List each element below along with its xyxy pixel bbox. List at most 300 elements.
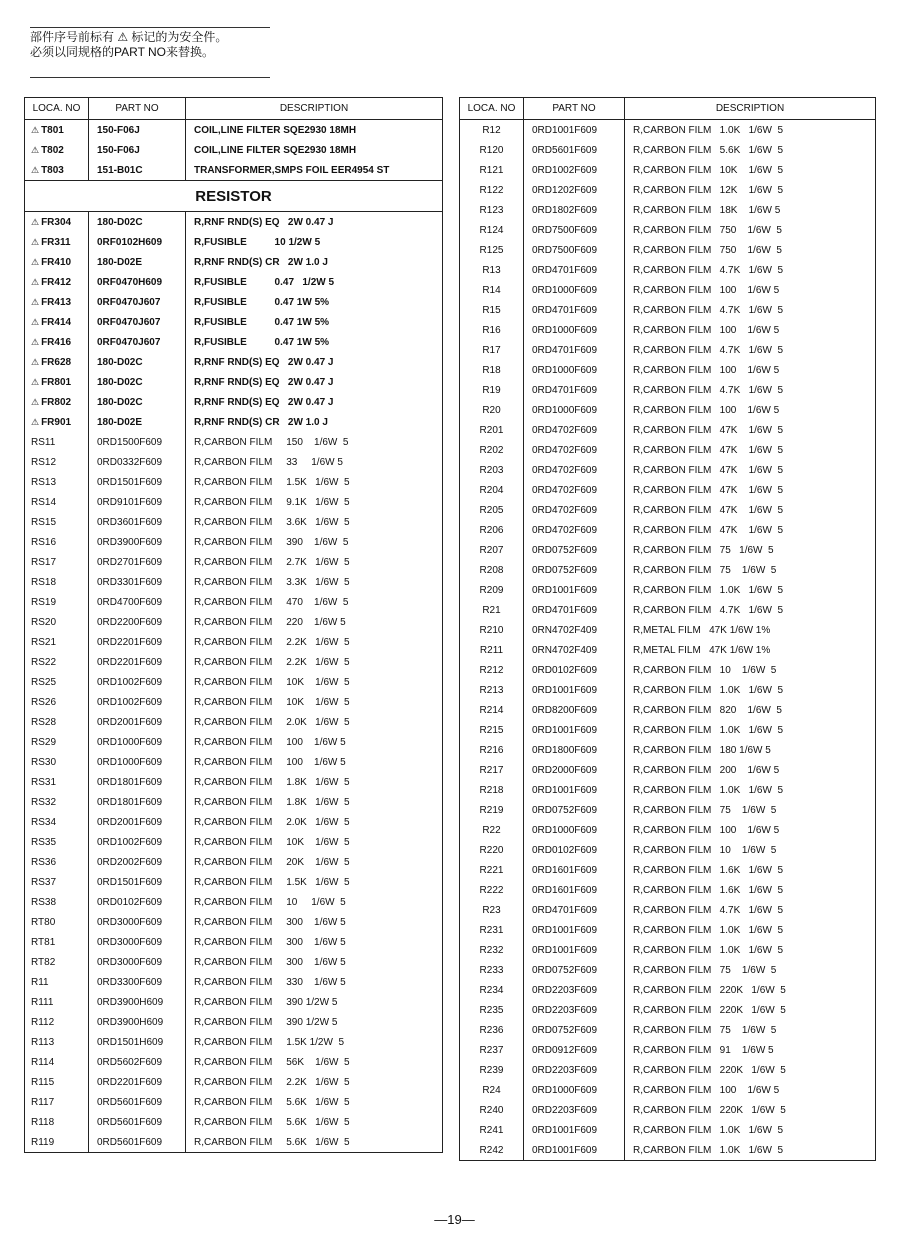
loca-no-cell bbox=[460, 1000, 524, 1020]
part-no-cell: 0RD9101F609 bbox=[89, 492, 186, 512]
part-no-cell: 180-D02C bbox=[89, 372, 186, 392]
table-row bbox=[460, 200, 876, 220]
part-no-cell: 0RD1802F609 bbox=[524, 200, 625, 220]
part-no-cell: 0RD1801F609 bbox=[89, 792, 186, 812]
part-no-cell: 0RD2203F609 bbox=[524, 1100, 625, 1120]
loca-no-cell bbox=[460, 640, 524, 660]
description-cell: R,CARBON FILM 100 1/6W 5 bbox=[625, 820, 876, 840]
part-no-cell: 0RD2200F609 bbox=[89, 612, 186, 632]
loca-no-cell bbox=[25, 292, 89, 312]
loca-no-cell bbox=[460, 340, 524, 360]
loca-no-text: R16 bbox=[482, 324, 501, 336]
description-cell: R,CARBON FILM 150 1/6W 5 bbox=[186, 432, 443, 452]
loca-no-text: R234 bbox=[479, 984, 504, 996]
table-row bbox=[460, 520, 876, 540]
table-row bbox=[25, 752, 443, 772]
description-cell: TRANSFORMER,SMPS FOIL EER4954 ST bbox=[186, 160, 443, 181]
description-cell: R,CARBON FILM 47K 1/6W 5 bbox=[625, 500, 876, 520]
loca-no-text: R207 bbox=[479, 544, 504, 556]
table-row bbox=[460, 1020, 876, 1040]
part-no-cell: 0RD2201F609 bbox=[89, 632, 186, 652]
loca-no-text: R236 bbox=[479, 1024, 504, 1036]
loca-no-text: RT82 bbox=[31, 956, 56, 968]
part-no-cell: 0RD5601F609 bbox=[89, 1112, 186, 1132]
description-cell: R,CARBON FILM 4.7K 1/6W 5 bbox=[625, 260, 876, 280]
description-cell: R,CARBON FILM 75 1/6W 5 bbox=[625, 800, 876, 820]
loca-no-text: R123 bbox=[479, 204, 504, 216]
part-no-cell: 0RD4701F609 bbox=[524, 340, 625, 360]
table-row bbox=[25, 272, 443, 292]
part-no-cell: 0RD1501F609 bbox=[89, 872, 186, 892]
table-row bbox=[460, 1140, 876, 1161]
description-cell: R,FUSIBLE 10 1/2W 5 bbox=[186, 232, 443, 252]
description-cell: R,CARBON FILM 4.7K 1/6W 5 bbox=[625, 380, 876, 400]
loca-no-text: R11 bbox=[31, 976, 49, 988]
loca-no-cell bbox=[460, 200, 524, 220]
description-cell: R,CARBON FILM 220K 1/6W 5 bbox=[625, 1000, 876, 1020]
table-row bbox=[25, 1132, 443, 1153]
loca-no-text: RS30 bbox=[31, 756, 57, 768]
loca-no-cell bbox=[460, 600, 524, 620]
loca-no-text: R112 bbox=[31, 1016, 55, 1028]
safety-warning-icon: ⚠ bbox=[31, 416, 40, 427]
part-no-cell: 0RD4702F609 bbox=[524, 460, 625, 480]
table-row bbox=[25, 712, 443, 732]
description-cell: R,FUSIBLE 0.47 1W 5% bbox=[186, 312, 443, 332]
loca-no-text: R18 bbox=[482, 364, 501, 376]
table-row bbox=[25, 292, 443, 312]
table-row bbox=[460, 1120, 876, 1140]
header-description: DESCRIPTION bbox=[625, 98, 876, 120]
loca-no-text: FR412 bbox=[41, 276, 72, 288]
loca-no-cell bbox=[460, 1040, 524, 1060]
part-no-cell: 0RD1002F609 bbox=[524, 160, 625, 180]
loca-no-cell bbox=[25, 872, 89, 892]
description-cell: R,CARBON FILM 2.0K 1/6W 5 bbox=[186, 712, 443, 732]
table-row bbox=[460, 480, 876, 500]
part-no-cell: 0RD1001F609 bbox=[524, 780, 625, 800]
description-cell: R,CARBON FILM 330 1/6W 5 bbox=[186, 972, 443, 992]
part-no-cell: 0RD1601F609 bbox=[524, 880, 625, 900]
table-row bbox=[460, 580, 876, 600]
loca-no-text: R213 bbox=[479, 684, 504, 696]
description-cell: R,CARBON FILM 1.0K 1/6W 5 bbox=[625, 940, 876, 960]
table-row bbox=[25, 512, 443, 532]
table-row bbox=[25, 1092, 443, 1112]
description-cell: R,FUSIBLE 0.47 1/2W 5 bbox=[186, 272, 443, 292]
loca-no-cell bbox=[25, 792, 89, 812]
table-row bbox=[25, 1112, 443, 1132]
loca-no-cell bbox=[25, 932, 89, 952]
loca-no-cell bbox=[460, 120, 524, 141]
loca-no-text: R214 bbox=[479, 704, 504, 716]
note-bottom-rule bbox=[30, 77, 270, 78]
loca-no-cell bbox=[460, 140, 524, 160]
table-row bbox=[460, 340, 876, 360]
description-cell: R,CARBON FILM 47K 1/6W 5 bbox=[625, 460, 876, 480]
part-no-cell: 0RD4702F609 bbox=[524, 520, 625, 540]
part-no-cell: 0RD5601F609 bbox=[89, 1132, 186, 1153]
description-cell: R,CARBON FILM 1.8K 1/6W 5 bbox=[186, 792, 443, 812]
description-cell: R,CARBON FILM 220 1/6W 5 bbox=[186, 612, 443, 632]
part-no-cell: 180-D02C bbox=[89, 392, 186, 412]
table-row bbox=[25, 432, 443, 452]
loca-no-text: R220 bbox=[479, 844, 504, 856]
description-cell: R,CARBON FILM 47K 1/6W 5 bbox=[625, 520, 876, 540]
part-no-cell: 0RD5601F609 bbox=[89, 1092, 186, 1112]
loca-no-cell bbox=[460, 360, 524, 380]
loca-no-cell bbox=[460, 760, 524, 780]
loca-no-cell bbox=[25, 652, 89, 672]
loca-no-text: RS16 bbox=[31, 536, 57, 548]
loca-no-cell bbox=[25, 272, 89, 292]
part-no-cell: 0RD0102F609 bbox=[89, 892, 186, 912]
loca-no-cell bbox=[25, 912, 89, 932]
loca-no-text: FR304 bbox=[41, 216, 72, 228]
part-no-cell: 0RD3900F609 bbox=[89, 532, 186, 552]
table-row bbox=[25, 332, 443, 352]
description-cell: R,CARBON FILM 5.6K 1/6W 5 bbox=[186, 1132, 443, 1153]
loca-no-cell bbox=[25, 732, 89, 752]
part-no-cell: 0RD1501H609 bbox=[89, 1032, 186, 1052]
table-row bbox=[460, 960, 876, 980]
loca-no-text: R221 bbox=[479, 864, 504, 876]
loca-no-cell bbox=[25, 492, 89, 512]
description-cell: COIL,LINE FILTER SQE2930 18MH bbox=[186, 120, 443, 141]
description-cell: R,CARBON FILM 5.6K 1/6W 5 bbox=[186, 1112, 443, 1132]
part-no-cell: 0RD0912F609 bbox=[524, 1040, 625, 1060]
description-cell: COIL,LINE FILTER SQE2930 18MH bbox=[186, 140, 443, 160]
table-row bbox=[25, 892, 443, 912]
header-part-no: PART NO bbox=[524, 98, 625, 120]
table-row bbox=[25, 632, 443, 652]
description-cell: R,CARBON FILM 300 1/6W 5 bbox=[186, 932, 443, 952]
table-row bbox=[25, 592, 443, 612]
description-cell: R,CARBON FILM 470 1/6W 5 bbox=[186, 592, 443, 612]
loca-no-text: RS13 bbox=[31, 476, 57, 488]
loca-no-cell bbox=[460, 260, 524, 280]
part-no-cell: 0RD1002F609 bbox=[89, 672, 186, 692]
loca-no-cell bbox=[460, 900, 524, 920]
loca-no-text: R240 bbox=[479, 1104, 504, 1116]
loca-no-text: R22 bbox=[482, 824, 501, 836]
description-cell: R,CARBON FILM 1.0K 1/6W 5 bbox=[625, 780, 876, 800]
safety-warning-icon: ⚠ bbox=[31, 144, 40, 155]
loca-no-text: RS12 bbox=[31, 456, 57, 468]
description-cell: R,CARBON FILM 100 1/6W 5 bbox=[186, 752, 443, 772]
safety-note-line-2: 必须以同规格的PART NO来替换。 bbox=[30, 45, 215, 59]
table-row bbox=[460, 140, 876, 160]
description-cell: R,CARBON FILM 10K 1/6W 5 bbox=[625, 160, 876, 180]
header-loca-no: LOCA. NO bbox=[460, 98, 524, 120]
part-no-cell: 0RD1000F609 bbox=[524, 1080, 625, 1100]
loca-no-text: R231 bbox=[479, 924, 504, 936]
table-row bbox=[25, 652, 443, 672]
loca-no-cell bbox=[25, 832, 89, 852]
part-no-cell: 0RD0752F609 bbox=[524, 960, 625, 980]
loca-no-cell bbox=[25, 212, 89, 233]
loca-no-text: R20 bbox=[482, 404, 501, 416]
description-cell: R,CARBON FILM 1.8K 1/6W 5 bbox=[186, 772, 443, 792]
loca-no-text: R219 bbox=[479, 804, 504, 816]
table-row bbox=[25, 972, 443, 992]
table-row bbox=[25, 392, 443, 412]
loca-no-cell bbox=[25, 1052, 89, 1072]
table-row bbox=[25, 572, 443, 592]
loca-no-cell bbox=[460, 460, 524, 480]
loca-no-text: R14 bbox=[482, 284, 501, 296]
description-cell: R,CARBON FILM 56K 1/6W 5 bbox=[186, 1052, 443, 1072]
description-cell: R,CARBON FILM 3.6K 1/6W 5 bbox=[186, 512, 443, 532]
table-row bbox=[460, 720, 876, 740]
description-cell: R,CARBON FILM 10 1/6W 5 bbox=[186, 892, 443, 912]
part-no-cell: 0RD4700F609 bbox=[89, 592, 186, 612]
description-cell: R,CARBON FILM 1.6K 1/6W 5 bbox=[625, 880, 876, 900]
table-header-row bbox=[25, 98, 443, 120]
loca-no-cell bbox=[460, 540, 524, 560]
loca-no-cell bbox=[460, 1060, 524, 1080]
part-no-cell: 0RD7500F609 bbox=[524, 240, 625, 260]
part-no-cell: 0RD4702F609 bbox=[524, 500, 625, 520]
loca-no-cell bbox=[460, 700, 524, 720]
table-row bbox=[25, 120, 443, 141]
loca-no-text: RS37 bbox=[31, 876, 57, 888]
description-cell: R,CARBON FILM 2.2K 1/6W 5 bbox=[186, 1072, 443, 1092]
description-cell: R,CARBON FILM 12K 1/6W 5 bbox=[625, 180, 876, 200]
part-no-cell: 0RD4701F609 bbox=[524, 380, 625, 400]
loca-no-text: R21 bbox=[482, 604, 501, 616]
loca-no-cell bbox=[460, 1100, 524, 1120]
description-cell: R,CARBON FILM 33 1/6W 5 bbox=[186, 452, 443, 472]
part-no-cell: 0RD3000F609 bbox=[89, 932, 186, 952]
loca-no-text: R125 bbox=[479, 244, 504, 256]
loca-no-text: R235 bbox=[479, 1004, 504, 1016]
loca-no-cell bbox=[25, 812, 89, 832]
part-no-cell: 150-F06J bbox=[89, 120, 186, 141]
part-no-cell: 0RD4701F609 bbox=[524, 900, 625, 920]
table-row bbox=[460, 240, 876, 260]
loca-no-text: T801 bbox=[41, 124, 64, 136]
loca-no-cell bbox=[460, 720, 524, 740]
description-cell: R,RNF RND(S) EQ 2W 0.47 J bbox=[186, 372, 443, 392]
table-row bbox=[25, 312, 443, 332]
loca-no-cell bbox=[460, 920, 524, 940]
table-row bbox=[460, 780, 876, 800]
loca-no-text: R204 bbox=[479, 484, 504, 496]
loca-no-text: R209 bbox=[479, 584, 504, 596]
table-row bbox=[460, 840, 876, 860]
table-row bbox=[25, 160, 443, 181]
loca-no-text: T803 bbox=[41, 164, 64, 176]
loca-no-cell bbox=[25, 232, 89, 252]
loca-no-cell bbox=[25, 532, 89, 552]
safety-note bbox=[30, 30, 227, 60]
description-cell: R,CARBON FILM 820 1/6W 5 bbox=[625, 700, 876, 720]
loca-no-cell bbox=[25, 632, 89, 652]
loca-no-cell bbox=[460, 940, 524, 960]
loca-no-text: RS38 bbox=[31, 896, 57, 908]
description-cell: R,CARBON FILM 100 1/6W 5 bbox=[625, 1080, 876, 1100]
loca-no-text: FR901 bbox=[41, 416, 72, 428]
loca-no-cell bbox=[460, 300, 524, 320]
part-no-cell: 0RD1801F609 bbox=[89, 772, 186, 792]
loca-no-cell bbox=[25, 1112, 89, 1132]
part-no-cell: 180-D02E bbox=[89, 252, 186, 272]
loca-no-text: RS15 bbox=[31, 516, 57, 528]
loca-no-cell bbox=[460, 380, 524, 400]
description-cell: R,CARBON FILM 1.0K 1/6W 5 bbox=[625, 680, 876, 700]
description-cell: R,CARBON FILM 1.6K 1/6W 5 bbox=[625, 860, 876, 880]
loca-no-text: R111 bbox=[31, 996, 54, 1008]
loca-no-cell bbox=[460, 860, 524, 880]
table-row bbox=[25, 932, 443, 952]
header-description: DESCRIPTION bbox=[186, 98, 443, 120]
loca-no-text: R237 bbox=[479, 1044, 504, 1056]
part-no-cell: 0RD1001F609 bbox=[524, 940, 625, 960]
table-row bbox=[460, 680, 876, 700]
loca-no-cell bbox=[25, 552, 89, 572]
loca-no-cell bbox=[25, 1072, 89, 1092]
loca-no-cell bbox=[460, 660, 524, 680]
loca-no-text: R206 bbox=[479, 524, 504, 536]
loca-no-text: R121 bbox=[479, 164, 504, 176]
loca-no-cell bbox=[25, 412, 89, 432]
part-no-cell: 0RD0752F609 bbox=[524, 800, 625, 820]
loca-no-cell bbox=[460, 980, 524, 1000]
description-cell: R,RNF RND(S) EQ 2W 0.47 J bbox=[186, 352, 443, 372]
loca-no-cell bbox=[25, 572, 89, 592]
loca-no-cell bbox=[460, 320, 524, 340]
description-cell: R,CARBON FILM 2.2K 1/6W 5 bbox=[186, 652, 443, 672]
loca-no-text: R241 bbox=[479, 1124, 504, 1136]
table-row bbox=[25, 612, 443, 632]
part-no-cell: 0RD1202F609 bbox=[524, 180, 625, 200]
part-no-cell: 0RD3900H609 bbox=[89, 992, 186, 1012]
loca-no-cell bbox=[460, 160, 524, 180]
loca-no-text: R114 bbox=[31, 1056, 55, 1068]
loca-no-text: R208 bbox=[479, 564, 504, 576]
part-no-cell: 0RN4702F409 bbox=[524, 640, 625, 660]
loca-no-text: RS14 bbox=[31, 496, 57, 508]
part-no-cell: 150-F06J bbox=[89, 140, 186, 160]
part-no-cell: 0RD1000F609 bbox=[89, 752, 186, 772]
description-cell: R,CARBON FILM 1.0K 1/6W 5 bbox=[625, 720, 876, 740]
part-no-cell: 151-B01C bbox=[89, 160, 186, 181]
description-cell: R,CARBON FILM 750 1/6W 5 bbox=[625, 240, 876, 260]
loca-no-cell bbox=[25, 752, 89, 772]
loca-no-cell bbox=[460, 620, 524, 640]
loca-no-text: R212 bbox=[479, 664, 504, 676]
table-row bbox=[460, 740, 876, 760]
description-cell: R,CARBON FILM 47K 1/6W 5 bbox=[625, 440, 876, 460]
part-no-cell: 0RD0752F609 bbox=[524, 1020, 625, 1040]
table-row bbox=[25, 792, 443, 812]
loca-no-text: R122 bbox=[479, 184, 504, 196]
table-row bbox=[460, 400, 876, 420]
safety-warning-icon: ⚠ bbox=[31, 124, 40, 135]
loca-no-cell bbox=[25, 1012, 89, 1032]
description-cell: R,CARBON FILM 10 1/6W 5 bbox=[625, 840, 876, 860]
part-no-cell: 0RD3000F609 bbox=[89, 912, 186, 932]
part-no-cell: 0RD1001F609 bbox=[524, 120, 625, 141]
description-cell: R,RNF RND(S) CR 2W 1.0 J bbox=[186, 412, 443, 432]
description-cell: R,CARBON FILM 5.6K 1/6W 5 bbox=[625, 140, 876, 160]
loca-no-cell bbox=[25, 432, 89, 452]
loca-no-text: RS11 bbox=[31, 436, 56, 448]
table-row bbox=[25, 1032, 443, 1052]
parts-table-left bbox=[24, 97, 443, 1153]
part-no-cell: 0RD2201F609 bbox=[89, 1072, 186, 1092]
part-no-cell: 180-D02C bbox=[89, 352, 186, 372]
table-row bbox=[460, 460, 876, 480]
part-no-cell: 0RD1000F609 bbox=[89, 732, 186, 752]
table-row bbox=[25, 852, 443, 872]
loca-no-text: FR416 bbox=[41, 336, 72, 348]
note-top-rule bbox=[30, 27, 270, 28]
part-no-cell: 0RD0752F609 bbox=[524, 560, 625, 580]
description-cell: R,FUSIBLE 0.47 1W 5% bbox=[186, 332, 443, 352]
description-cell: R,CARBON FILM 47K 1/6W 5 bbox=[625, 480, 876, 500]
loca-no-text: FR413 bbox=[41, 296, 72, 308]
table-row bbox=[25, 552, 443, 572]
part-no-cell: 0RD1001F609 bbox=[524, 1120, 625, 1140]
part-no-cell: 0RD1001F609 bbox=[524, 1140, 625, 1161]
loca-no-text: R24 bbox=[482, 1084, 501, 1096]
description-cell: R,CARBON FILM 75 1/6W 5 bbox=[625, 960, 876, 980]
part-no-cell: 0RD1001F609 bbox=[524, 580, 625, 600]
loca-no-cell bbox=[460, 1080, 524, 1100]
description-cell: R,CARBON FILM 100 1/6W 5 bbox=[625, 320, 876, 340]
part-no-cell: 0RD2203F609 bbox=[524, 1060, 625, 1080]
part-no-cell: 0RD1000F609 bbox=[524, 280, 625, 300]
loca-no-cell bbox=[25, 332, 89, 352]
safety-note-line-1: 部件序号前标有 ⚠ 标记的为安全件。 bbox=[30, 30, 228, 44]
loca-no-text: RS31 bbox=[31, 776, 57, 788]
description-cell: R,CARBON FILM 2.2K 1/6W 5 bbox=[186, 632, 443, 652]
loca-no-text: R232 bbox=[479, 944, 504, 956]
table-row bbox=[460, 760, 876, 780]
loca-no-text: FR802 bbox=[41, 396, 72, 408]
part-no-cell: 0RD1000F609 bbox=[524, 360, 625, 380]
table-row bbox=[460, 360, 876, 380]
table-row bbox=[460, 560, 876, 580]
loca-no-cell bbox=[25, 140, 89, 160]
part-no-cell: 180-D02E bbox=[89, 412, 186, 432]
description-cell: R,CARBON FILM 1.0K 1/6W 5 bbox=[625, 1140, 876, 1161]
description-cell: R,CARBON FILM 10K 1/6W 5 bbox=[186, 672, 443, 692]
part-no-cell: 0RD8200F609 bbox=[524, 700, 625, 720]
loca-no-text: R203 bbox=[479, 464, 504, 476]
part-no-cell: 0RD2203F609 bbox=[524, 1000, 625, 1020]
part-no-cell: 0RD1001F609 bbox=[524, 680, 625, 700]
loca-no-text: R222 bbox=[479, 884, 504, 896]
loca-no-cell bbox=[460, 580, 524, 600]
part-no-cell: 0RD1001F609 bbox=[524, 920, 625, 940]
part-no-cell: 0RF0470H609 bbox=[89, 272, 186, 292]
part-no-cell: 0RF0470J607 bbox=[89, 332, 186, 352]
table-row bbox=[25, 732, 443, 752]
table-row bbox=[25, 692, 443, 712]
description-cell: R,CARBON FILM 5.6K 1/6W 5 bbox=[186, 1092, 443, 1112]
description-cell: R,CARBON FILM 2.7K 1/6W 5 bbox=[186, 552, 443, 572]
loca-no-text: RS34 bbox=[31, 816, 57, 828]
table-row bbox=[460, 700, 876, 720]
part-no-cell: 0RD1002F609 bbox=[89, 692, 186, 712]
loca-no-cell bbox=[460, 220, 524, 240]
loca-no-text: FR311 bbox=[41, 236, 71, 248]
loca-no-cell bbox=[25, 392, 89, 412]
loca-no-cell bbox=[25, 672, 89, 692]
